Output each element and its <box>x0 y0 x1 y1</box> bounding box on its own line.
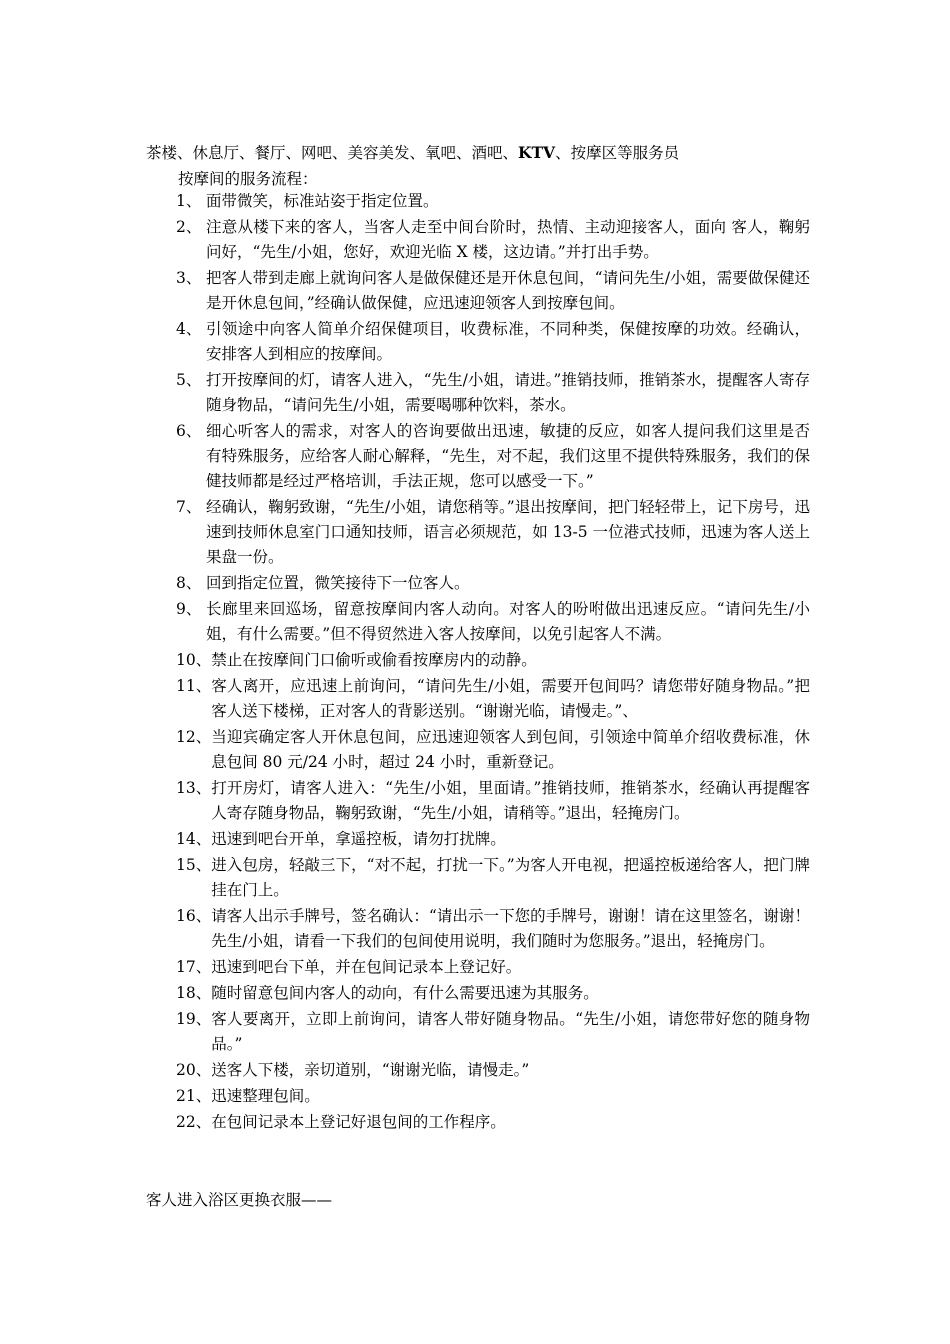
step-number: 21、 <box>176 1087 212 1105</box>
step-number: 12、 <box>176 728 212 746</box>
step-text: 经确认，鞠躬致谢，“先生/小姐，请您稍等。”退出按摩间，把门轻轻带上，记下房号，迅速到技师休息室门口通知技师，语言必须规范，如 13-5 一位港式技师，迅速为客人送上果盘一份。 <box>206 498 810 566</box>
list-item <box>176 725 810 775</box>
step-text: 面带微笑，标准站姿于指定位置。 <box>206 192 439 210</box>
step-number: 7、 <box>176 498 202 516</box>
step-number: 1、 <box>176 192 202 210</box>
step-number: 8、 <box>176 574 202 592</box>
document-heading <box>146 140 846 166</box>
step-text: 迅速整理包间。 <box>211 1087 320 1105</box>
step-number: 13、 <box>176 779 212 797</box>
steps-list <box>176 189 810 1136</box>
step-number: 9、 <box>176 600 202 618</box>
list-item <box>176 955 810 980</box>
step-text: 客人要离开，立即上前询问，请客人带好随身物品。“先生/小姐，请您带好您的随身物品。” <box>211 1010 810 1053</box>
step-text: 迅速到吧台开单，拿遥控板，请勿打扰牌。 <box>211 830 506 848</box>
list-item <box>176 189 810 214</box>
list-item <box>176 1084 810 1109</box>
list-item <box>176 419 810 494</box>
step-number: 16、 <box>176 907 212 925</box>
list-item <box>176 648 810 673</box>
step-text: 进入包房，轻敲三下，“对不起，打扰一下。”为客人开电视，把遥控板递给客人，把门牌挂在门上。 <box>211 856 810 899</box>
section-subtitle: 按摩间的服务流程： <box>178 170 318 188</box>
step-number: 11、 <box>176 677 212 695</box>
list-item <box>176 495 810 570</box>
list-item <box>176 1110 810 1135</box>
list-item <box>176 317 810 367</box>
list-item <box>176 776 810 826</box>
step-number: 10、 <box>176 651 212 669</box>
step-number: 3、 <box>176 269 202 287</box>
step-text: 在包间记录本上登记好退包间的工作程序。 <box>211 1113 506 1131</box>
list-item <box>176 853 810 903</box>
step-number: 14、 <box>176 830 212 848</box>
step-number: 5、 <box>176 371 202 389</box>
step-text: 回到指定位置，微笑接待下一位客人。 <box>206 574 470 592</box>
step-text: 注意从楼下来的客人，当客人走至中间台阶时，热情、主动迎接客人，面向 客人，鞠躬问好，“先生/小姐，您好，欢迎光临 X 楼，这边请。”并打出手势。 <box>206 218 810 261</box>
list-item <box>176 368 810 418</box>
step-text: 随时留意包间内客人的动向，有什么需要迅速为其服务。 <box>211 984 599 1002</box>
list-item <box>176 981 810 1006</box>
step-text: 请客人出示手牌号，签名确认：“请出示一下您的手牌号，谢谢！请在这里签名，谢谢！先生/小姐，请看一下我们的包间使用说明，我们随时为您服务。”退出，轻掩房门。 <box>211 907 810 950</box>
step-text: 把客人带到走廊上就询问客人是做保健还是开休息包间，“请问先生/小姐，需要做保健还是开休息包间，”经确认做保健，应迅速迎领客人到按摩包间。 <box>206 269 810 312</box>
step-number: 22、 <box>176 1113 212 1131</box>
list-item <box>176 904 810 954</box>
step-number: 6、 <box>176 422 202 440</box>
list-item <box>176 215 810 265</box>
step-number: 15、 <box>176 856 212 874</box>
list-item <box>176 674 810 724</box>
step-number: 2、 <box>176 218 202 236</box>
step-number: 20、 <box>176 1061 212 1079</box>
list-item <box>176 1007 810 1057</box>
step-number: 19、 <box>176 1010 212 1028</box>
step-text: 打开按摩间的灯，请客人进入，“先生/小姐，请进。”推销技师，推销茶水，提醒客人寄存随身物品，“请问先生/小姐，需要喝哪种饮料，茶水。 <box>206 371 810 414</box>
list-item <box>176 571 810 596</box>
footer-text: 客人进入浴区更换衣服—— <box>146 1191 333 1209</box>
step-text: 长廊里来回巡场，留意按摩间内客人动向。对客人的吩咐做出迅速反应。“请问先生/小姐，有什么需要。”但不得贸然进入客人按摩间，以免引起客人不满。 <box>206 600 810 643</box>
heading-part-1: 茶楼、休息厅、餐厅、网吧、美容美发、氧吧、酒吧、 <box>146 144 519 162</box>
step-text: 迅速到吧台下单，并在包间记录本上登记好。 <box>211 958 522 976</box>
step-text: 打开房灯，请客人进入：“先生/小姐，里面请。”推销技师，推销茶水，经确认再提醒客人寄存随身物品，鞠躬致谢，“先生/小姐，请稍等。”退出，轻掩房门。 <box>211 779 810 822</box>
step-number: 4、 <box>176 320 202 338</box>
step-number: 18、 <box>176 984 212 1002</box>
step-text: 细心听客人的需求，对客人的咨询要做出迅速，敏捷的反应，如客人提问我们这里是否有特殊服务，应给客人耐心解释，“先生，对不起，我们这里不提供特殊服务，我们的保健技师都是经过严格培训，手法正规，您可以感受一下。” <box>206 422 810 490</box>
step-number: 17、 <box>176 958 212 976</box>
step-text: 送客人下楼，亲切道别，“谢谢光临，请慢走。” <box>211 1061 530 1079</box>
step-text: 当迎宾确定客人开休息包间，应迅速迎领客人到包间，引领途中简单介绍收费标准，休息包间 80 元/24 小时，超过 24 小时，重新登记。 <box>211 728 810 771</box>
heading-part-ktv: KTV <box>518 143 556 162</box>
list-item <box>176 1058 810 1083</box>
heading-part-3: 、按摩区等服务员 <box>555 144 680 162</box>
list-item <box>176 266 810 316</box>
list-item <box>176 597 810 647</box>
list-item <box>176 827 810 852</box>
step-text: 禁止在按摩间门口偷听或偷看按摩房内的动静。 <box>211 651 537 669</box>
step-text: 引领途中向客人简单介绍保健项目，收费标准，不同种类，保健按摩的功效。经确认，安排客人到相应的按摩间。 <box>206 320 810 363</box>
step-text: 客人离开，应迅速上前询问，“请问先生/小姐，需要开包间吗？请您带好随身物品。”把客人送下楼梯，正对客人的背影送别。“谢谢光临，请慢走。”、 <box>211 677 810 720</box>
